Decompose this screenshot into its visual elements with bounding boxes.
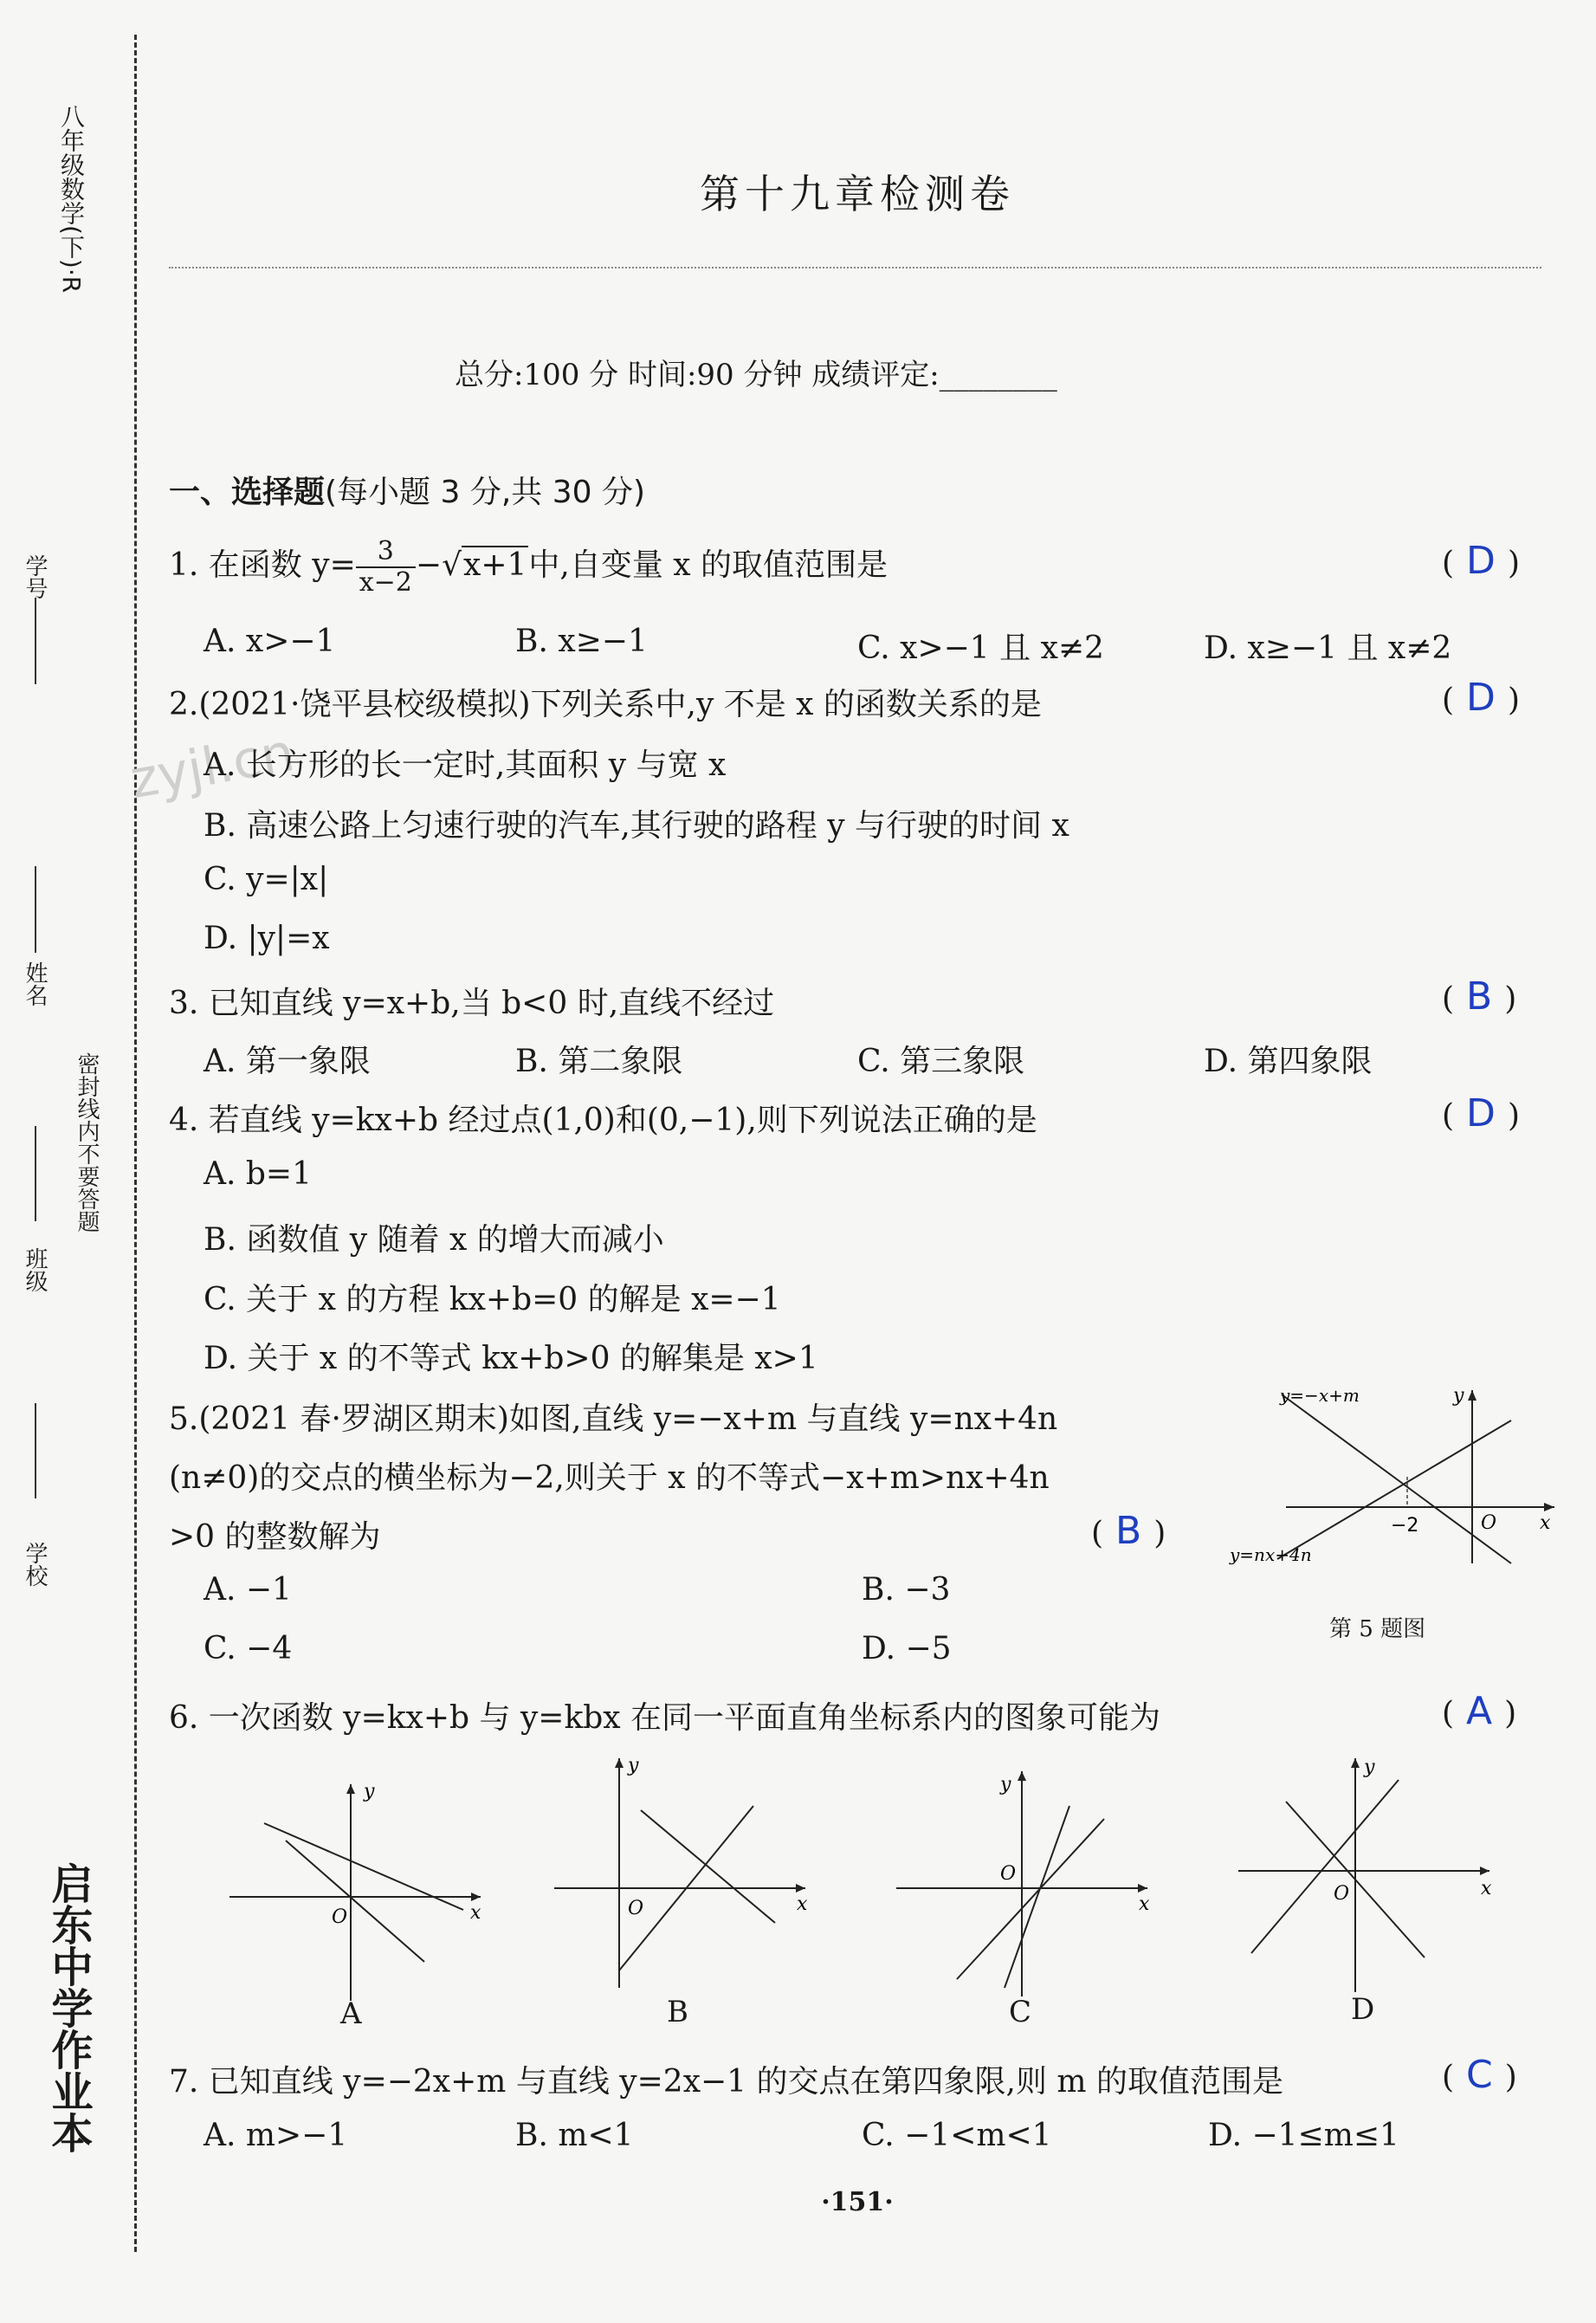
q3-option-c: C. 第三象限 [857, 1044, 1025, 1079]
field-school: 学校 [22, 1542, 48, 1587]
seal-note: 密封线内不要答题 [74, 1052, 100, 1233]
q2-answer: ( D ) [1442, 676, 1520, 720]
q7-option-a: A. m>−1 [204, 2118, 348, 2153]
q6a-label-x: x [470, 1902, 481, 1924]
field-line [35, 598, 36, 684]
q7-option-c: C. −1<m<1 [862, 2118, 1052, 2153]
q5-option-b: B. −3 [862, 1572, 951, 1608]
q6-graph-c [888, 1754, 1165, 2005]
q6c-x-arrow [1138, 1884, 1147, 1893]
school-mark: 启东中学作业本 [44, 1862, 93, 2153]
q1-sqrt-sign: −√ [415, 547, 462, 583]
q1-prefix: 1. 在函数 y= [169, 547, 356, 583]
q5-caption: 第 5 题图 [1329, 1616, 1426, 1642]
q3-answer-letter: B [1466, 974, 1493, 1019]
q3-option-d: D. 第四象限 [1204, 1044, 1373, 1079]
q5-answer-letter: B [1115, 1509, 1142, 1553]
book-header: 八年级数学(下)·R [57, 104, 86, 294]
q6-graph-d-label: D [1351, 1992, 1375, 2027]
q5-label-y: y [1453, 1385, 1464, 1407]
q1-option-a: A. x>−1 [204, 624, 336, 659]
q2-option-b: B. 高速公路上匀速行驶的汽车,其行驶的路程 y 与行驶的时间 x [204, 808, 1069, 844]
question-5-line-2: (n≠0)的交点的横坐标为−2,则关于 x 的不等式−x+m>nx+4n [169, 1460, 1050, 1496]
q5-x-arrow [1544, 1503, 1554, 1511]
question-1 [169, 537, 888, 598]
q2-option-a: A. 长方形的长一定时,其面积 y 与宽 x [204, 747, 727, 783]
question-7: 7. 已知直线 y=−2x+m 与直线 y=2x−1 的交点在第四象限,则 m 的取值范围是 [169, 2064, 1283, 2100]
q6-graph-b [546, 1745, 823, 1996]
q6b-label-origin: O [628, 1898, 644, 1919]
section-heading [169, 468, 645, 512]
q6-graph-c-label: C [1009, 1995, 1032, 2029]
q6b-x-arrow [796, 1884, 805, 1893]
title-divider [169, 267, 1541, 269]
q1-fraction [356, 537, 416, 598]
q4-option-b: B. 函数值 y 随着 x 的增大而减小 [204, 1222, 664, 1258]
q1-answer-letter: D [1466, 539, 1496, 583]
field-class: 班级 [22, 1247, 48, 1292]
q6c-y-arrow [1018, 1771, 1026, 1781]
q6c-line-2 [1005, 1806, 1069, 1988]
q5-label-tick: −2 [1391, 1515, 1419, 1537]
field-line [35, 1403, 36, 1498]
question-5-line-3: >0 的整数解为 [169, 1519, 381, 1555]
q1-answer: ( D ) [1442, 539, 1520, 583]
q7-answer: ( C ) [1442, 2053, 1517, 2097]
section-note: (每小题 3 分,共 30 分) [325, 475, 646, 510]
q4-answer-letter: D [1466, 1091, 1496, 1136]
field-name: 姓名 [22, 961, 48, 1006]
q6d-label-y: y [1364, 1757, 1375, 1778]
question-6: 6. 一次函数 y=kx+b 与 y=kbx 在同一平面直角坐标系内的图象可能为 [169, 1700, 1161, 1736]
q6c-label-x: x [1139, 1893, 1150, 1915]
q6b-label-x: x [797, 1893, 808, 1915]
q5-label-line-2: y=nx+4n [1230, 1544, 1312, 1565]
q1-option-c: C. x>−1 且 x≠2 [857, 631, 1104, 666]
question-4: 4. 若直线 y=kx+b 经过点(1,0)和(0,−1),则下列说法正确的是 [169, 1103, 1037, 1138]
page-title: 第十九章检测卷 [700, 171, 1015, 217]
question-5-line-1: 5.(2021 春·罗湖区期末)如图,直线 y=−x+m 与直线 y=nx+4n [169, 1401, 1058, 1437]
q6-graph-d [1230, 1745, 1507, 1996]
q2-option-c: C. y=|x| [204, 862, 329, 897]
q6a-label-y: y [364, 1781, 375, 1802]
q6a-y-arrow [346, 1784, 355, 1794]
q6a-line-1 [286, 1841, 424, 1962]
q7-option-d: D. −1≤m≤1 [1208, 2118, 1399, 2153]
section-title: 一、选择题 [169, 475, 326, 510]
q6-graph-a-label: A [340, 1996, 362, 2031]
q6-answer-letter: A [1466, 1689, 1493, 1733]
q4-option-a: A. b=1 [204, 1156, 312, 1192]
q5-label-line-1: y=−x+m [1280, 1385, 1360, 1406]
q6d-x-arrow [1480, 1867, 1489, 1875]
q3-answer: ( B ) [1442, 974, 1517, 1019]
q6-graph-b-label: B [667, 1995, 688, 2029]
q3-option-a: A. 第一象限 [204, 1044, 371, 1079]
q6b-line-2 [641, 1810, 775, 1923]
q7-answer-letter: C [1466, 2053, 1493, 2097]
q5-label-origin: O [1481, 1512, 1497, 1534]
score-line: 总分:100 分 时间:90 分钟 成绩评定:________ [455, 358, 1057, 392]
q1-denominator: x−2 [359, 567, 412, 598]
q2-option-d: D. |y|=x [204, 921, 330, 956]
q6a-x-arrow [471, 1893, 481, 1901]
q6b-y-arrow [615, 1758, 624, 1768]
q6c-label-origin: O [1000, 1863, 1017, 1885]
q4-option-c: C. 关于 x 的方程 kx+b=0 的解是 x=−1 [204, 1282, 781, 1317]
seal-dashed-line [134, 35, 137, 2252]
q6c-line-1 [957, 1819, 1104, 1979]
q5-option-c: C. −4 [204, 1631, 293, 1666]
question-2: 2.(2021·饶平县校级模拟)下列关系中,y 不是 x 的函数关系的是 [169, 687, 1042, 722]
q7-option-b: B. m<1 [515, 2118, 634, 2153]
q6a-label-origin: O [332, 1906, 348, 1928]
q4-option-d: D. 关于 x 的不等式 kx+b>0 的解集是 x>1 [204, 1341, 818, 1376]
q1-radicand: x+1 [463, 547, 527, 583]
q6d-label-x: x [1481, 1878, 1492, 1899]
q6-graph-a [221, 1758, 498, 2009]
q5-option-d: D. −5 [862, 1631, 952, 1666]
q3-option-b: B. 第二象限 [515, 1044, 683, 1079]
q1-suffix: 中,自变量 x 的取值范围是 [528, 547, 888, 583]
q5-option-a: A. −1 [204, 1572, 292, 1608]
q5-y-arrow [1468, 1390, 1476, 1401]
q6-answer: ( A ) [1442, 1689, 1517, 1733]
q6d-line-1 [1251, 1780, 1399, 1953]
field-line [35, 1126, 36, 1221]
watermark: zyjl.cn [126, 721, 300, 812]
q1-numerator: 3 [356, 537, 416, 568]
q2-answer-letter: D [1466, 676, 1496, 720]
page-number: ·151· [821, 2187, 894, 2217]
q5-label-x: x [1540, 1512, 1551, 1534]
q6b-label-y: y [628, 1755, 639, 1776]
q6c-label-y: y [1000, 1774, 1011, 1796]
q5-figure [1221, 1377, 1559, 1585]
q6d-label-origin: O [1334, 1883, 1350, 1905]
field-line [35, 866, 36, 953]
field-student-id: 学号 [22, 554, 48, 599]
q6d-y-arrow [1351, 1758, 1360, 1768]
q1-option-b: B. x≥−1 [515, 624, 648, 659]
q5-line-1 [1282, 1394, 1511, 1563]
question-3: 3. 已知直线 y=x+b,当 b<0 时,直线不经过 [169, 986, 775, 1021]
q1-option-d: D. x≥−1 且 x≠2 [1204, 631, 1452, 666]
q5-answer: ( B ) [1091, 1509, 1166, 1553]
q4-answer: ( D ) [1442, 1091, 1520, 1136]
